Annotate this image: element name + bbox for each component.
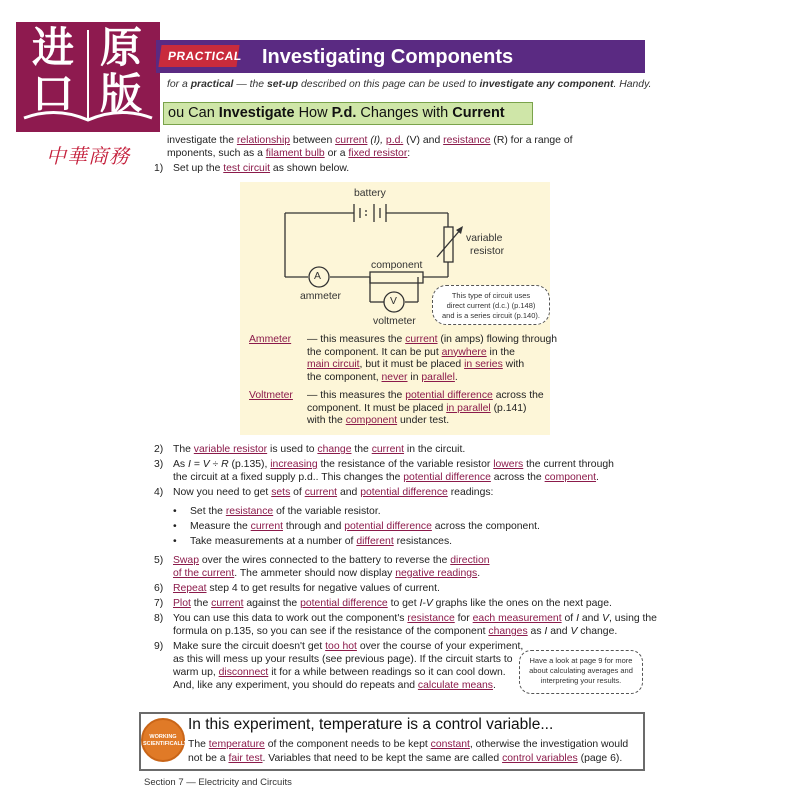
- logo-subtitle: 中華商務: [46, 144, 130, 168]
- footer: Section 7 — Electricity and Circuits: [144, 777, 292, 788]
- logo-char: 口: [31, 69, 74, 118]
- definition-body: — this measures the current (in amps) flowing through the component. It can be put anywhere in the main circuit, but it must be placed in series with the component, never in parallel.: [307, 334, 558, 383]
- battery-label: battery: [354, 188, 386, 199]
- step-3: 3) As I = V ÷ R (p.135), increasing the resistance of the variable resistor lowers the current through: [154, 459, 614, 470]
- ammeter-symbol-letter: A: [314, 271, 321, 282]
- variable-resistor-label: variable: [466, 233, 503, 244]
- bullet-item: • Set the resistance of the variable resistor.: [173, 506, 381, 517]
- note-line: about calculating averages and: [529, 666, 633, 675]
- voltmeter-symbol-letter: V: [390, 296, 397, 307]
- working-scientifically-badge: [141, 718, 188, 762]
- page-title: Investigating Components: [262, 46, 514, 68]
- step-9-line: warm up, disconnect it for a while between readings so it can cool down.: [173, 667, 506, 678]
- side-note: [519, 650, 643, 694]
- box-text: The temperature of the component needs to be kept constant, otherwise the investigation would not be a fair test. Variables that need to be kept the same are called control variables (page 6).: [188, 739, 629, 764]
- logo-char: 原: [99, 23, 142, 72]
- logo-char: 版: [99, 69, 142, 118]
- step-7: 7) Plot the current against the potential difference to get I-V graphs like the ones on the next page.: [154, 598, 612, 609]
- step-8: 8) You can use this data to work out the component's resistance for each measurement of I and V, using the: [154, 613, 657, 624]
- step-9: 9) Make sure the circuit doesn't get too hot over the course of your experiment,: [154, 641, 524, 652]
- note-line: This type of circuit uses: [451, 291, 531, 300]
- bullet-item: • Measure the current through and potential difference across the component.: [173, 521, 540, 532]
- variable-resistor-label: resistor: [470, 246, 505, 257]
- intro-text: for a practical — the set-up described on this page can be used to investigate any component. Handy.: [167, 79, 652, 90]
- step-6: 6) Repeat step 4 to get results for negative values of current.: [154, 583, 440, 594]
- note-line: interpreting your results.: [540, 676, 622, 685]
- step-5: 5) Swap over the wires connected to the battery to reverse the direction: [154, 555, 490, 566]
- badge-line: SCIENTIFICALLY: [143, 741, 188, 747]
- step-2: 2) The variable resistor is used to change the current in the circuit.: [154, 444, 466, 455]
- section-heading: ou Can Investigate How P.d. Changes with Current: [163, 102, 533, 125]
- bullet-item: • Take measurements at a number of different resistances.: [173, 536, 453, 547]
- component-label: component: [371, 260, 423, 271]
- definition-term: Ammeter: [249, 334, 292, 345]
- paragraph-line: investigate the relationship between current (I), p.d. (V) and resistance (R) for a range of: [167, 135, 573, 146]
- step-4: 4) Now you need to get sets of current and potential difference readings:: [154, 487, 494, 498]
- paragraph-line: mponents, such as a filament bulb or a fixed resistor:: [167, 148, 411, 159]
- step-5-line: of the current. The ammeter should now display negative readings.: [173, 568, 481, 579]
- step-8-line: formula on p.135, so you can see if the resistance of the component changes as I and V change.: [173, 626, 618, 637]
- step-9-line: And, like any experiment, you should do repeats and calculate means.: [173, 680, 496, 691]
- note-line: Have a look at page 9 for more: [529, 656, 633, 665]
- logo-char: 进: [31, 23, 74, 72]
- step-3-line: the circuit at a fixed supply p.d.. This changes the potential difference across the component.: [173, 472, 599, 483]
- definition-body: — this measures the potential difference across the component. It must be placed in parallel (p.141) with the component under test.: [307, 390, 544, 427]
- box-title: In this experiment, temperature is a control variable...: [188, 716, 554, 733]
- ammeter-label: ammeter: [300, 291, 341, 302]
- badge-line: WORKING: [149, 734, 177, 740]
- note-line: direct current (d.c.) (p.148): [446, 301, 536, 310]
- definition-term: Voltmeter: [249, 390, 293, 401]
- note-line: and is a series circuit (p.140).: [442, 311, 540, 320]
- voltmeter-label: voltmeter: [373, 316, 416, 327]
- practical-tag: PRACTICAL: [158, 45, 239, 67]
- circuit-note: [432, 285, 550, 325]
- step-1: 1) Set up the test circuit as shown below.: [154, 163, 350, 174]
- step-9-line: as this will mess up your results (see previous page). If the circuit starts to: [173, 654, 513, 665]
